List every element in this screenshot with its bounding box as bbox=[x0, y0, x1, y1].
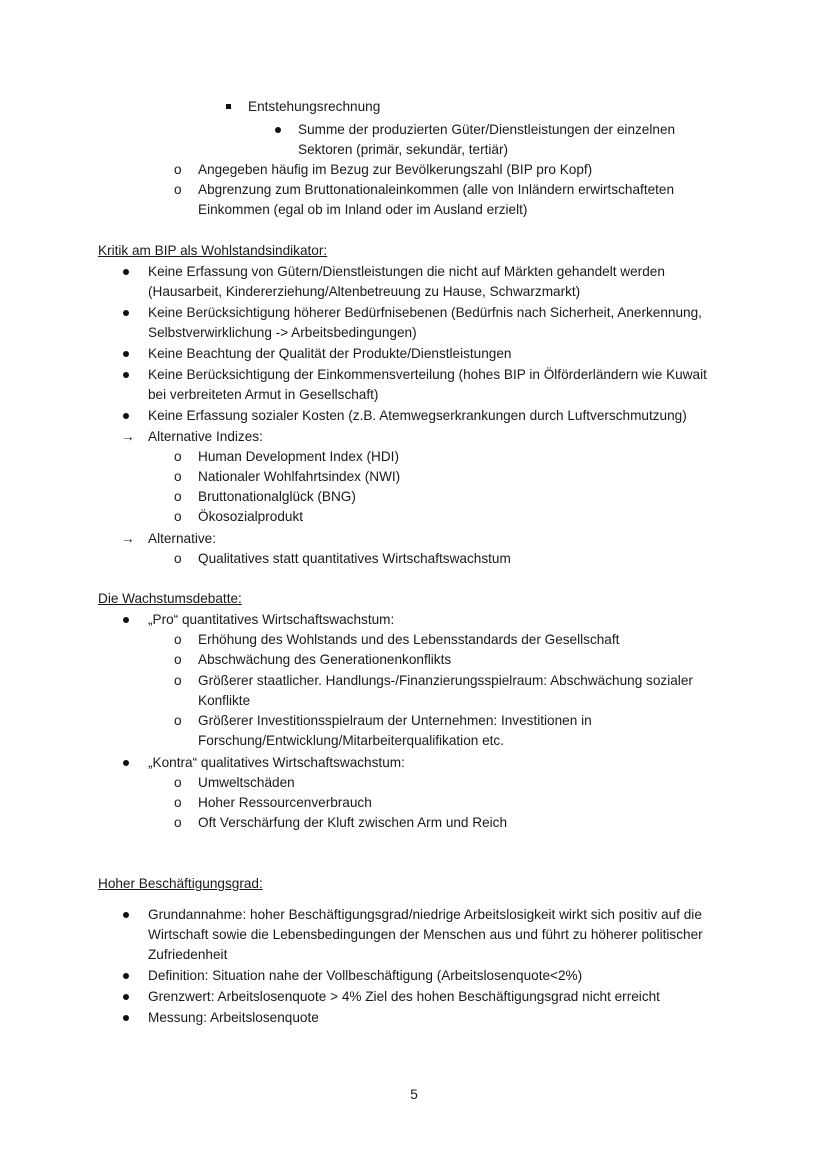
kritik-item-5: Keine Erfassung sozialer Kosten (z.B. Atemwegserkrankungen durch Luftverschmutzung) bbox=[148, 408, 687, 423]
circle-bullet-icon: o bbox=[174, 632, 182, 647]
bullet-icon bbox=[123, 912, 129, 918]
bullet-icon bbox=[275, 127, 281, 133]
pro-item-1: Erhöhung des Wohlstands und des Lebensstandards der Gesellschaft bbox=[198, 632, 620, 647]
kontra-label: „Kontra“ qualitatives Wirtschaftswachstum: bbox=[148, 755, 405, 770]
alt-index-item: Nationaler Wohlfahrtsindex (NWI) bbox=[198, 469, 401, 484]
circle-bullet-icon: o bbox=[174, 469, 182, 484]
list-item-abgrenzung-line-2: Einkommen (egal ob im Inland oder im Ausland erzielt) bbox=[198, 202, 528, 217]
circle-bullet-icon: o bbox=[174, 775, 182, 790]
kritik-item-1-line-2: (Hausarbeit, Kindererziehung/Altenbetreuung zu Hause, Schwarzmarkt) bbox=[148, 284, 581, 299]
beschaeftigung-item-2: Definition: Situation nahe der Vollbeschäftigung (Arbeitslosenquote<2%) bbox=[148, 968, 583, 983]
list-item-summe-line-2: Sektoren (primär, sekundär, tertiär) bbox=[298, 142, 509, 157]
alternative-label: Alternative: bbox=[148, 531, 217, 546]
bullet-icon bbox=[123, 973, 129, 979]
section-heading-kritik: Kritik am BIP als Wohlstandsindikator: bbox=[98, 243, 328, 258]
section-heading-wachstumsdebatte: Die Wachstumsdebatte: bbox=[98, 591, 242, 606]
bullet-icon bbox=[123, 269, 129, 275]
circle-bullet-icon: o bbox=[174, 489, 182, 504]
pro-item-3-line-1: Größerer staatlicher. Handlungs-/Finanzierungsspielraum: Abschwächung sozialer bbox=[198, 673, 693, 688]
kritik-item-2-line-2: Selbstverwirklichung -> Arbeitsbedingungen) bbox=[148, 325, 417, 340]
beschaeftigung-item-4: Messung: Arbeitslosenquote bbox=[148, 1010, 319, 1025]
kontra-item: Umweltschäden bbox=[198, 775, 295, 790]
beschaeftigung-item-1-line-1: Grundannahme: hoher Beschäftigungsgrad/niedrige Arbeitslosigkeit wirkt sich positiv auf die bbox=[148, 907, 702, 922]
pro-item-2: Abschwächung des Generationenkonflikts bbox=[198, 652, 452, 667]
bullet-icon bbox=[123, 351, 129, 357]
page-number: 5 bbox=[410, 1087, 418, 1102]
bullet-icon bbox=[123, 310, 129, 316]
arrow-right-icon: → bbox=[121, 429, 135, 444]
list-item-abgrenzung-line-1: Abgrenzung zum Bruttonationaleinkommen (alle von Inländern erwirtschafteten bbox=[198, 182, 675, 197]
circle-bullet-icon: o bbox=[174, 673, 182, 688]
beschaeftigung-item-1-line-2: Wirtschaft sowie die Lebensbedingungen der Menschen aus und führt zu höherer politischer bbox=[148, 927, 703, 942]
pro-item-4-line-2: Forschung/Entwicklung/Mitarbeiterqualifikation etc. bbox=[198, 733, 505, 748]
bullet-icon bbox=[123, 760, 129, 766]
alternative-indizes-label: Alternative Indizes: bbox=[148, 429, 263, 444]
list-item-summe-line-1: Summe der produzierten Güter/Dienstleistungen der einzelnen bbox=[298, 122, 676, 137]
kontra-item: Hoher Ressourcenverbrauch bbox=[198, 795, 372, 810]
bullet-icon bbox=[123, 413, 129, 419]
circle-bullet-icon: o bbox=[174, 449, 182, 464]
bullet-icon bbox=[123, 994, 129, 1000]
alt-index-item: Ökosozialprodukt bbox=[198, 509, 304, 524]
pro-item-3-line-2: Konflikte bbox=[198, 693, 251, 708]
bullet-icon bbox=[123, 372, 129, 378]
alt-index-item: Human Development Index (HDI) bbox=[198, 449, 399, 464]
beschaeftigung-item-1-line-3: Zufriedenheit bbox=[148, 947, 228, 962]
circle-bullet-icon: o bbox=[174, 713, 182, 728]
pro-item-4-line-1: Größerer Investitionsspielraum der Unternehmen: Investitionen in bbox=[198, 713, 592, 728]
pro-label: „Pro“ quantitatives Wirtschaftswachstum: bbox=[148, 612, 395, 627]
bullet-icon bbox=[123, 617, 129, 623]
alt-index-item: Bruttonationalglück (BNG) bbox=[198, 489, 356, 504]
list-item-entstehungsrechnung: Entstehungsrechnung bbox=[248, 99, 381, 114]
kritik-item-2-line-1: Keine Berücksichtigung höherer Bedürfnisebenen (Bedürfnis nach Sicherheit, Anerkennung, bbox=[148, 305, 702, 320]
list-item-angegeben: Angegeben häufig im Bezug zur Bevölkerungszahl (BIP pro Kopf) bbox=[198, 162, 593, 177]
beschaeftigung-item-3: Grenzwert: Arbeitslosenquote > 4% Ziel des hohen Beschäftigungsgrad nicht erreicht bbox=[148, 989, 660, 1004]
circle-bullet-icon: o bbox=[174, 815, 182, 830]
kritik-item-4-line-2: bei verbreiteten Armut in Gesellschaft) bbox=[148, 387, 379, 402]
circle-bullet-icon: o bbox=[174, 551, 182, 566]
arrow-right-icon: → bbox=[121, 531, 135, 546]
kontra-item: Oft Verschärfung der Kluft zwischen Arm und Reich bbox=[198, 815, 508, 830]
circle-bullet-icon: o bbox=[174, 652, 182, 667]
section-heading-beschaeftigungsgrad: Hoher Beschäftigungsgrad: bbox=[98, 876, 263, 891]
square-bullet-icon bbox=[226, 104, 231, 109]
kritik-item-3: Keine Beachtung der Qualität der Produkte/Dienstleistungen bbox=[148, 346, 512, 361]
circle-bullet-icon: o bbox=[174, 162, 182, 177]
circle-bullet-icon: o bbox=[174, 182, 182, 197]
bullet-icon bbox=[123, 1015, 129, 1021]
circle-bullet-icon: o bbox=[174, 509, 182, 524]
kritik-item-1-line-1: Keine Erfassung von Gütern/Dienstleistungen die nicht auf Märkten gehandelt werden bbox=[148, 264, 665, 279]
alternative-item: Qualitatives statt quantitatives Wirtschaftswachstum bbox=[198, 551, 511, 566]
kritik-item-4-line-1: Keine Berücksichtigung der Einkommensverteilung (hohes BIP in Ölförderländern wie Kuwait bbox=[148, 367, 707, 382]
circle-bullet-icon: o bbox=[174, 795, 182, 810]
